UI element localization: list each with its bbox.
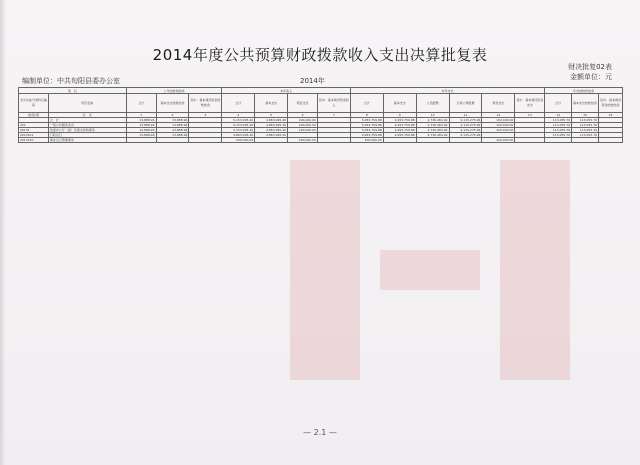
row-value: 113,055.76 (572, 133, 599, 138)
column-header: 其中：基本建设资金结转结余 (189, 94, 222, 113)
row-value (126, 138, 156, 143)
column-header: 合计 (126, 94, 156, 113)
row-value: 13,888.96 (126, 128, 156, 133)
row-value (416, 138, 449, 143)
index-cell: 8 (350, 113, 383, 118)
row-value: 5,053,759.88 (350, 128, 383, 133)
row-value: 13,888.96 (156, 128, 189, 133)
official-seal-watermark (250, 140, 610, 400)
index-cell: 4 (222, 113, 255, 118)
column-header: 支出功能分类科目编码 (19, 94, 49, 113)
row-value: 5,153,095.40 (222, 123, 255, 128)
row-name: 党委办公厅（室）及相关机构事务 (48, 128, 126, 133)
budget-table-container (18, 87, 623, 145)
row-value: 4,953,759.88 (350, 133, 383, 138)
column-header: 人员经费 (416, 94, 449, 113)
index-cell: 9 (383, 113, 416, 118)
row-value: 4,953,759.88 (383, 133, 416, 138)
row-value: 290,000.00 (288, 128, 318, 133)
row-value (599, 138, 623, 143)
row-value: 113,055.76 (545, 128, 572, 133)
compiling-unit: 编制单位：中共旬阳县委办公室 (22, 77, 120, 85)
row-value: 100,000.00 (482, 123, 515, 128)
column-header: 科目名称 (48, 94, 126, 113)
row-value: 4,863,095.40 (222, 133, 255, 138)
row-name: 行政运行 (48, 133, 126, 138)
row-value: 113,055.76 (572, 118, 599, 123)
row-value: 290,000.00 (288, 123, 318, 128)
row-value: 2,115,275.96 (449, 133, 482, 138)
index-cell: 3 (189, 113, 222, 118)
row-value: 13,888.96 (126, 123, 156, 128)
row-value: 4,863,095.40 (255, 128, 288, 133)
row-value: 13,888.96 (156, 123, 189, 128)
budget-table (18, 87, 623, 143)
row-value: 113,055.76 (545, 133, 572, 138)
row-value: 4,953,759.88 (383, 123, 416, 128)
row-value: 290,000.00 (222, 138, 255, 143)
index-cell: 15 (572, 113, 599, 118)
row-value: 100,000.00 (482, 118, 515, 123)
row-value: 100,000.00 (482, 128, 515, 133)
index-cell: 12 (482, 113, 515, 118)
column-header: 合计 (545, 94, 572, 113)
row-value: 2,736,484.92 (416, 118, 449, 123)
row-name: 事业运行管理事务 (48, 138, 126, 143)
document-title: 2014年度公共预算财政拨款收入支出决算批复表 (152, 46, 488, 64)
code-sub-label: 项 (35, 113, 39, 117)
row-value (449, 138, 482, 143)
row-value: 5,053,759.88 (350, 123, 383, 128)
row-value: 13,888.96 (156, 133, 189, 138)
column-header: 其中：基本建设资金支出 (515, 94, 545, 113)
row-value: 2,115,275.96 (449, 128, 482, 133)
row-value: 2,736,484.92 (416, 128, 449, 133)
row-value: 100,000.00 (350, 138, 383, 143)
row-value: 113,055.76 (545, 118, 572, 123)
code-sub-label: 类 (27, 113, 31, 117)
index-cell: 1 (126, 113, 156, 118)
row-value (545, 138, 572, 143)
row-value: 13,888.96 (126, 118, 156, 123)
column-header: 项目支出 (482, 94, 515, 113)
index-cell: 栏 次 (48, 113, 126, 118)
row-value (317, 138, 350, 143)
row-value: 2,736,484.92 (416, 123, 449, 128)
row-value: 13,888.96 (156, 118, 189, 123)
group-header: 项 目 (19, 88, 127, 94)
row-value: 2,115,275.96 (449, 123, 482, 128)
row-code: 2013101 (19, 133, 49, 138)
row-value (515, 138, 545, 143)
row-value: 290,000.00 (288, 138, 318, 143)
row-value: 100,000.00 (482, 138, 515, 143)
column-header: 基本支出 (255, 94, 288, 113)
row-value (383, 138, 416, 143)
column-header: 项目支出 (288, 94, 318, 113)
column-header: 基本支出结转结余 (156, 94, 189, 113)
code-sub-label: 款 (31, 113, 35, 117)
fiscal-year: 2014年 (300, 77, 325, 85)
row-value: 5,153,095.40 (222, 118, 255, 123)
column-header: 其中：基本建设资金结转结余 (599, 94, 623, 113)
column-header-row (19, 94, 623, 113)
form-meta (568, 62, 612, 82)
column-header: 合计 (350, 94, 383, 113)
column-header: 基本支出结转结余 (572, 94, 599, 113)
column-header: 基本支出 (383, 94, 416, 113)
group-header: 本年收入 (222, 88, 351, 94)
row-value: 113,055.76 (545, 123, 572, 128)
row-value: 13,888.96 (126, 133, 156, 138)
index-cell: 7 (317, 113, 350, 118)
row-name: 合 计 (48, 118, 126, 123)
index-cell: 5 (255, 113, 288, 118)
row-value: 113,055.76 (572, 128, 599, 133)
row-value: 290,000.00 (288, 118, 318, 123)
row-value (255, 138, 288, 143)
row-value: 113,055.76 (572, 123, 599, 128)
row-value: 4,863,095.40 (255, 118, 288, 123)
scan-edge-shadow (0, 0, 6, 465)
index-cell: 14 (545, 113, 572, 118)
page-number: — 2.1 — (303, 428, 337, 437)
group-header: 本年支出 (350, 88, 544, 94)
row-value (572, 138, 599, 143)
row-code: 201 (19, 123, 49, 128)
row-value (156, 138, 189, 143)
row-value: 4,953,759.88 (383, 128, 416, 133)
column-header: 其中：基本建设资金收入 (317, 94, 350, 113)
row-value: 4,863,095.40 (255, 133, 288, 138)
row-name: 一般公共服务支出 (48, 123, 126, 128)
row-value (189, 138, 222, 143)
row-value: 4,863,095.40 (255, 123, 288, 128)
group-header: 年末结转和结余 (545, 88, 623, 94)
group-header: 上年结转和结余 (126, 88, 222, 94)
table-row (19, 138, 623, 143)
index-cell: 11 (449, 113, 482, 118)
row-value: 2,115,275.96 (449, 118, 482, 123)
index-cell: 2 (156, 113, 189, 118)
table-body (19, 118, 623, 143)
row-value: 2,736,484.92 (416, 133, 449, 138)
row-code: 20131 (19, 128, 49, 133)
index-cell: 13 (515, 113, 545, 118)
row-value: 4,953,759.88 (383, 118, 416, 123)
form-code: 财决批复02表 (568, 63, 612, 71)
row-value: 5,153,095.40 (222, 128, 255, 133)
code-sub-header: 类/款/项 (19, 113, 49, 118)
column-header: 日常公用经费 (449, 94, 482, 113)
column-header: 合计 (222, 94, 255, 113)
index-cell: 6 (288, 113, 318, 118)
row-value: 5,053,759.88 (350, 118, 383, 123)
index-cell: 16 (599, 113, 623, 118)
currency-unit: 金额单位：元 (570, 73, 612, 81)
row-code: 2013150 (19, 138, 49, 143)
index-cell: 10 (416, 113, 449, 118)
